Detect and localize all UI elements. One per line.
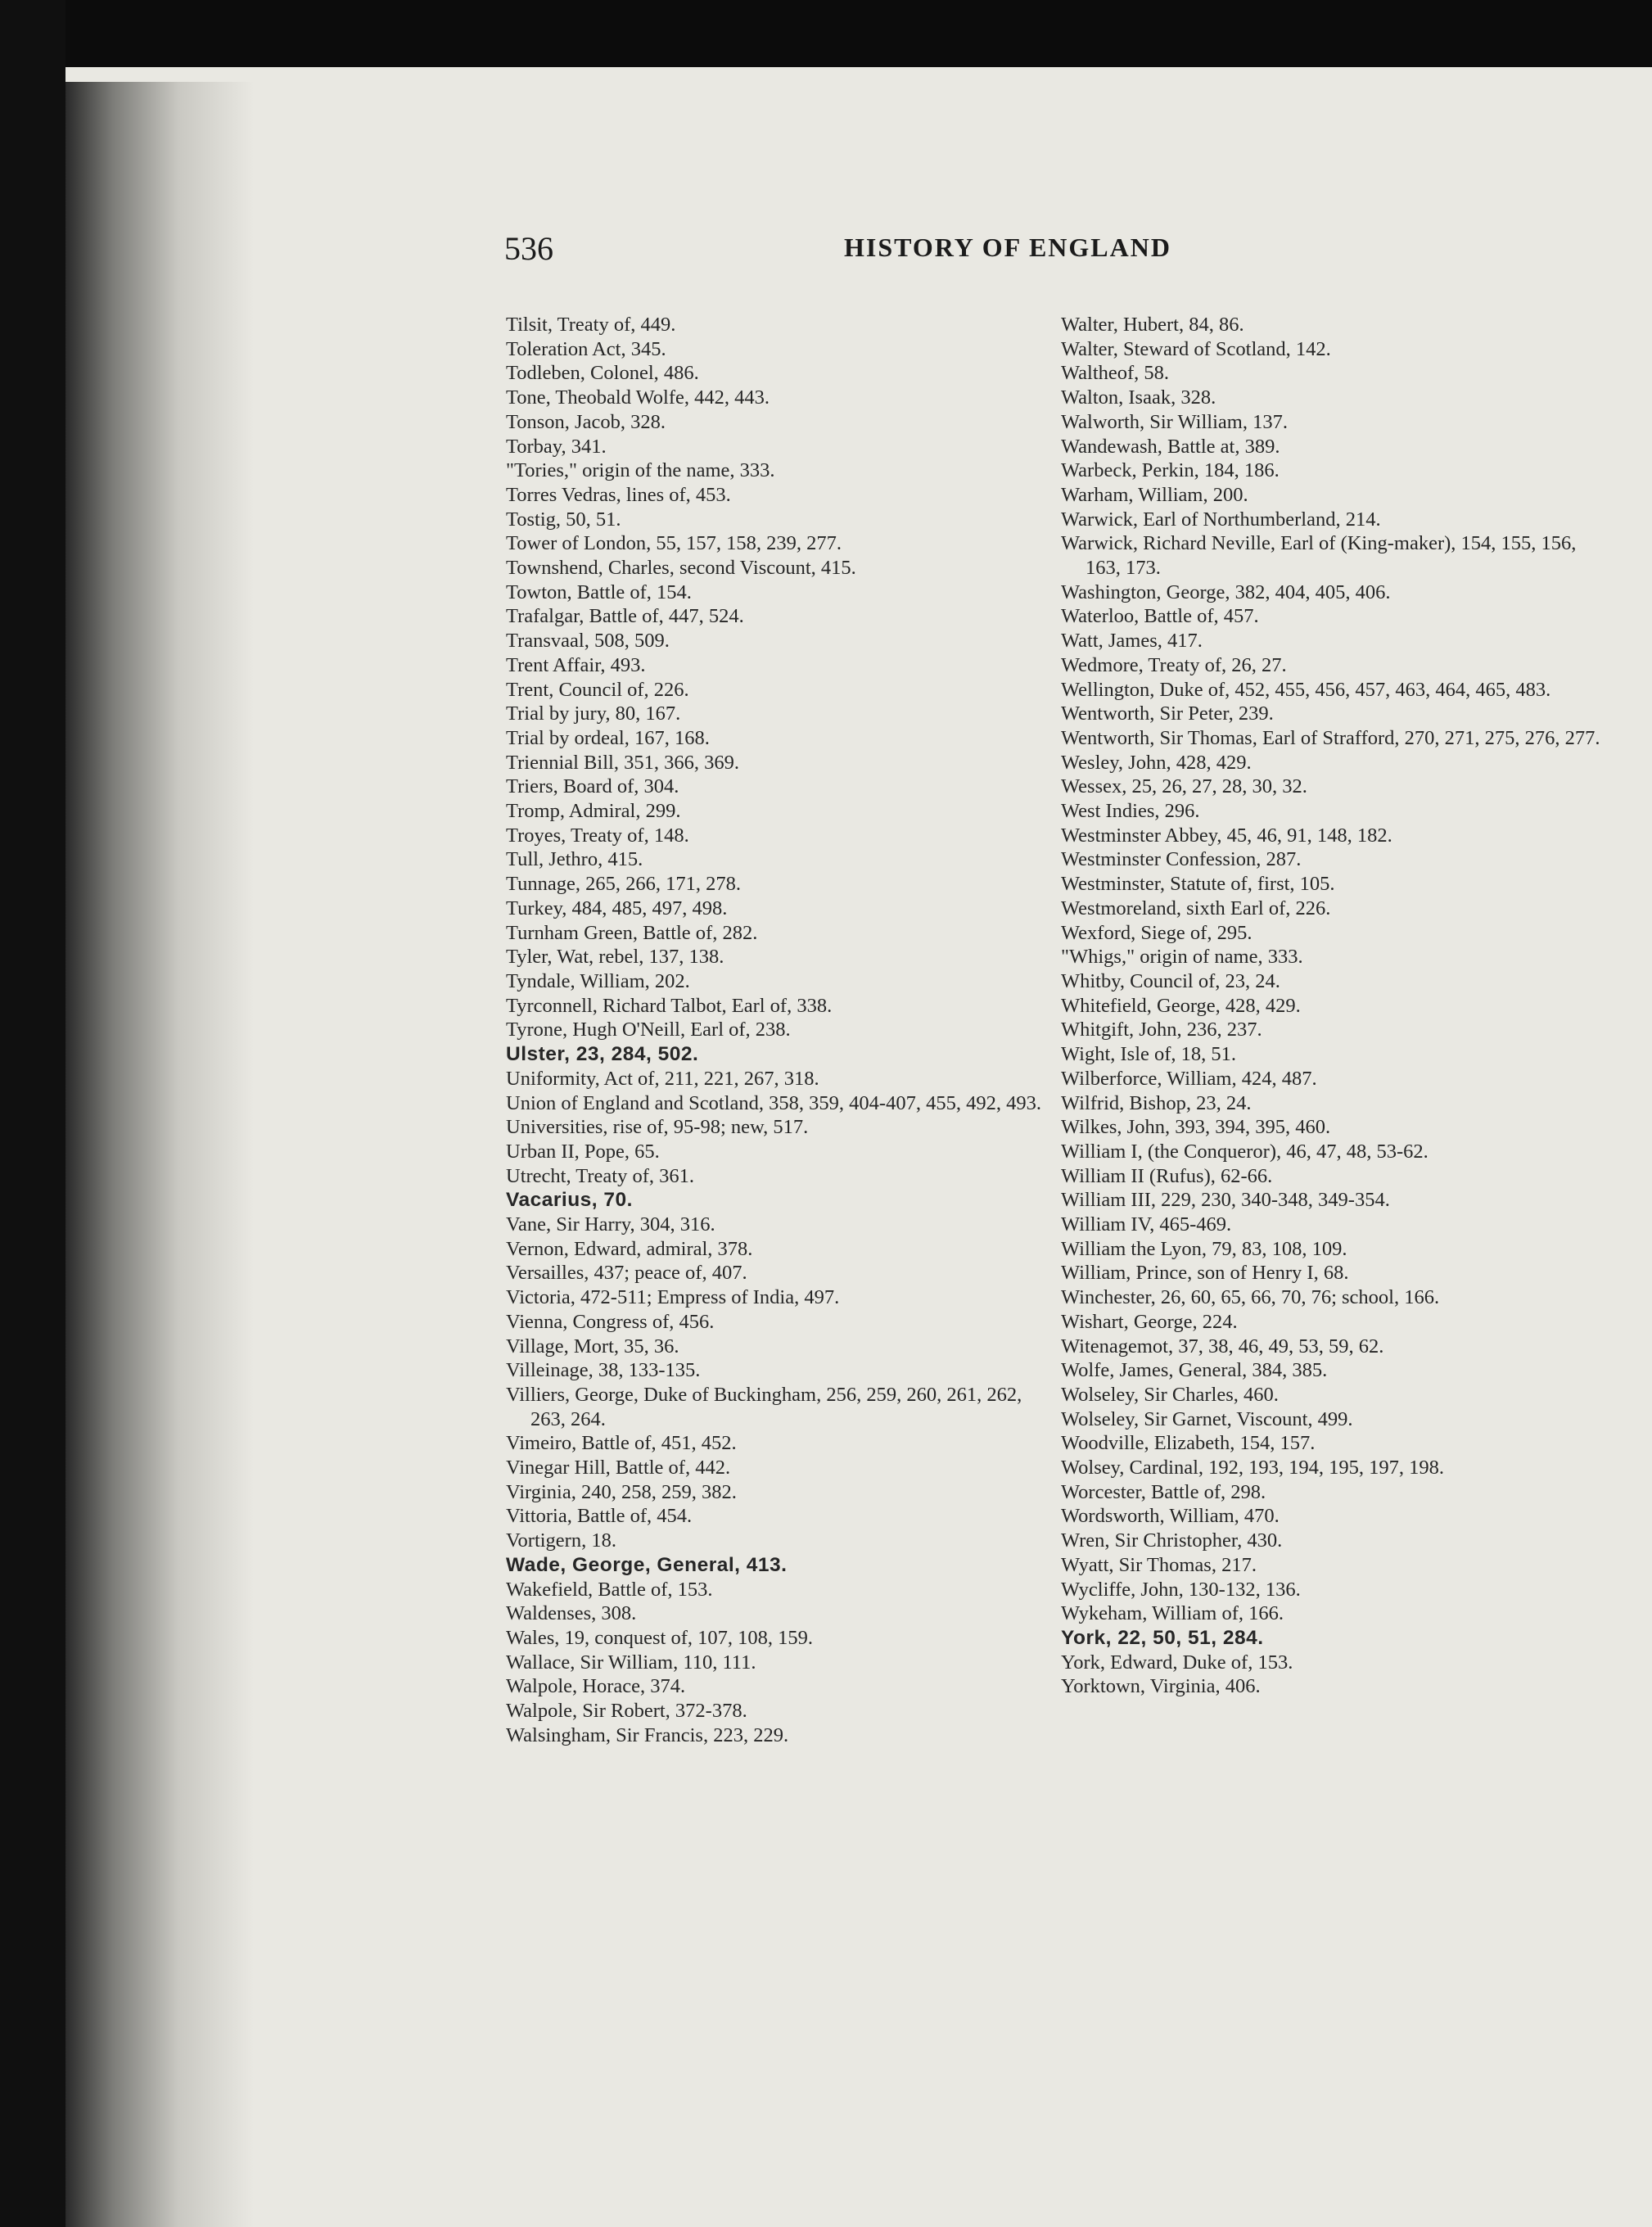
index-entry: William III, 229, 230, 340-348, 349-354.: [1061, 1189, 1390, 1212]
index-entry: Turkey, 484, 485, 497, 498.: [506, 897, 728, 919]
index-entry: Wolfe, James, General, 384, 385.: [1061, 1359, 1328, 1382]
index-entry: West Indies, 296.: [1061, 800, 1200, 823]
index-column-right: [1061, 313, 1601, 1699]
index-entry: Tyler, Wat, rebel, 137, 138.: [506, 946, 724, 969]
index-entry: Waldenses, 308.: [506, 1602, 637, 1625]
index-entry: Tonson, Jacob, 328.: [506, 410, 666, 433]
index-entry: Village, Mort, 35, 36.: [506, 1335, 679, 1357]
index-entry: Trent, Council of, 226.: [506, 678, 689, 701]
index-entry: Universities, rise of, 95-98; new, 517.: [506, 1116, 809, 1139]
index-entry: Wedmore, Treaty of, 26, 27.: [1061, 653, 1287, 676]
index-entry: Wren, Sir Christopher, 430.: [1061, 1529, 1283, 1552]
index-entry: Vane, Sir Harry, 304, 316.: [506, 1213, 715, 1236]
index-entry: William I, (the Conqueror), 46, 47, 48, 53-62.: [1061, 1140, 1429, 1163]
index-entry: Vortigern, 18.: [506, 1529, 616, 1552]
index-entry: York, Edward, Duke of, 153.: [1061, 1651, 1293, 1674]
index-entry: Vittoria, Battle of, 454.: [506, 1505, 693, 1528]
index-entry: York, 22, 50, 51, 284.: [1061, 1626, 1264, 1649]
index-entry: William the Lyon, 79, 83, 108, 109.: [1061, 1237, 1347, 1260]
index-entry: Wallace, Sir William, 110, 111.: [506, 1651, 756, 1674]
page-number: 536: [504, 230, 553, 267]
index-entry: "Whigs," origin of name, 333.: [1061, 946, 1303, 969]
index-entry: Wishart, George, 224.: [1061, 1310, 1238, 1333]
index-entry: Wesley, John, 428, 429.: [1061, 751, 1252, 774]
index-entry: Westminster, Statute of, first, 105.: [1061, 873, 1335, 896]
index-entry: Townshend, Charles, second Viscount, 415.: [506, 557, 856, 580]
index-entry: Wilberforce, William, 424, 487.: [1061, 1067, 1317, 1090]
index-entry: Tromp, Admiral, 299.: [506, 800, 681, 823]
index-entry: Wykeham, William of, 166.: [1061, 1602, 1284, 1625]
index-entry: Ulster, 23, 284, 502.: [506, 1043, 699, 1066]
index-entry: Washington, George, 382, 404, 405, 406.: [1061, 580, 1391, 603]
index-entry: Wolsey, Cardinal, 192, 193, 194, 195, 197, 198.: [1061, 1457, 1445, 1479]
index-entry: Walton, Isaak, 328.: [1061, 386, 1216, 409]
index-entry: Tunnage, 265, 266, 171, 278.: [506, 873, 741, 896]
index-entry: William II (Rufus), 62-66.: [1061, 1164, 1273, 1187]
index-entry: Vinegar Hill, Battle of, 442.: [506, 1457, 731, 1479]
index-entry: Wexford, Siege of, 295.: [1061, 921, 1253, 944]
running-title: HISTORY OF ENGLAND: [844, 233, 1171, 262]
index-entry: Tone, Theobald Wolfe, 442, 443.: [506, 386, 770, 409]
index-entry: Towton, Battle of, 154.: [506, 580, 692, 603]
index-entry: Trafalgar, Battle of, 447, 524.: [506, 605, 744, 628]
index-entry: Whitby, Council of, 23, 24.: [1061, 969, 1280, 992]
index-entry: Torbay, 341.: [506, 435, 607, 458]
scan-left-border: [0, 0, 65, 2227]
index-entry: Wessex, 25, 26, 27, 28, 30, 32.: [1061, 775, 1307, 798]
index-entry: Vacarius, 70.: [506, 1189, 633, 1212]
index-entry: Todleben, Colonel, 486.: [506, 362, 699, 385]
index-entry: Walworth, Sir William, 137.: [1061, 410, 1288, 433]
index-entry: Westminster Confession, 287.: [1061, 848, 1302, 871]
index-entry: Trial by jury, 80, 167.: [506, 702, 681, 725]
index-column-left: [506, 313, 1046, 1747]
index-entry: Toleration Act, 345.: [506, 337, 666, 360]
index-entry: Virginia, 240, 258, 259, 382.: [506, 1480, 737, 1503]
index-entry: Villiers, George, Duke of Buckingham, 256, 259, 260, 261, 262, 263, 264.: [506, 1383, 1022, 1430]
index-entry: Whitefield, George, 428, 429.: [1061, 994, 1301, 1017]
index-entry: Waterloo, Battle of, 457.: [1061, 605, 1259, 628]
index-entry: Turnham Green, Battle of, 282.: [506, 921, 758, 944]
index-entry: Wilfrid, Bishop, 23, 24.: [1061, 1091, 1252, 1114]
index-entry: Walpole, Horace, 374.: [506, 1675, 686, 1698]
index-entry: Trial by ordeal, 167, 168.: [506, 726, 710, 749]
index-entry: Whitgift, John, 236, 237.: [1061, 1019, 1262, 1041]
index-entry: Tull, Jethro, 415.: [506, 848, 643, 871]
index-entry: Walpole, Sir Robert, 372-378.: [506, 1700, 747, 1723]
index-entry: Vimeiro, Battle of, 451, 452.: [506, 1432, 737, 1455]
index-entry: Woodville, Elizabeth, 154, 157.: [1061, 1432, 1316, 1455]
index-entry: Westmoreland, sixth Earl of, 226.: [1061, 897, 1331, 919]
index-entry: Wordsworth, William, 470.: [1061, 1505, 1280, 1528]
index-entry: "Tories," origin of the name, 333.: [506, 459, 775, 482]
book-binding-shadow: [65, 82, 254, 2227]
index-entry: Transvaal, 508, 509.: [506, 630, 670, 653]
index-entry: William, Prince, son of Henry I, 68.: [1061, 1262, 1349, 1285]
index-entry: Tyrconnell, Richard Talbot, Earl of, 338.: [506, 994, 833, 1017]
index-entry: Wolseley, Sir Charles, 460.: [1061, 1383, 1279, 1406]
index-entry: Tower of London, 55, 157, 158, 239, 277.: [506, 532, 842, 555]
index-entry: Wilkes, John, 393, 394, 395, 460.: [1061, 1116, 1331, 1139]
index-entry: William IV, 465-469.: [1061, 1213, 1232, 1236]
index-entry: Wales, 19, conquest of, 107, 108, 159.: [506, 1626, 814, 1649]
index-entry: Waltheof, 58.: [1061, 362, 1170, 385]
index-entry: Wolseley, Sir Garnet, Viscount, 499.: [1061, 1407, 1353, 1430]
index-entry: Villeinage, 38, 133-135.: [506, 1359, 701, 1382]
index-entry: Tyndale, William, 202.: [506, 969, 690, 992]
index-entry: Watt, James, 417.: [1061, 630, 1203, 653]
index-entry: Trent Affair, 493.: [506, 653, 646, 676]
index-entry: Worcester, Battle of, 298.: [1061, 1480, 1266, 1503]
index-entry: Wade, George, General, 413.: [506, 1553, 788, 1576]
index-entry: Warham, William, 200.: [1061, 483, 1248, 506]
index-entry: Wentworth, Sir Thomas, Earl of Strafford, 270, 271, 275, 276, 277.: [1061, 726, 1600, 749]
index-entry: Wyatt, Sir Thomas, 217.: [1061, 1553, 1257, 1576]
index-entry: Wycliffe, John, 130-132, 136.: [1061, 1578, 1301, 1601]
index-entry: Tyrone, Hugh O'Neill, Earl of, 238.: [506, 1019, 791, 1041]
index-entry: Walter, Steward of Scotland, 142.: [1061, 337, 1331, 360]
index-entry: Tilsit, Treaty of, 449.: [506, 314, 676, 336]
index-entry: Triennial Bill, 351, 366, 369.: [506, 751, 739, 774]
index-entry: Warbeck, Perkin, 184, 186.: [1061, 459, 1280, 482]
index-entry: Uniformity, Act of, 211, 221, 267, 318.: [506, 1067, 819, 1090]
index-entry: Union of England and Scotland, 358, 359, 404-407, 455, 492, 493.: [506, 1091, 1041, 1114]
index-entry: Westminster Abbey, 45, 46, 91, 148, 182.: [1061, 824, 1392, 847]
index-entry: Winchester, 26, 60, 65, 66, 70, 76; school, 166.: [1061, 1286, 1440, 1309]
index-entry: Troyes, Treaty of, 148.: [506, 824, 689, 847]
index-entry: Tostig, 50, 51.: [506, 508, 621, 531]
index-entry: Triers, Board of, 304.: [506, 775, 679, 798]
index-entry: Vienna, Congress of, 456.: [506, 1310, 715, 1333]
page-header: [504, 229, 1634, 270]
index-entry: Wakefield, Battle of, 153.: [506, 1578, 713, 1601]
index-entry: Vernon, Edward, admiral, 378.: [506, 1237, 753, 1260]
index-entry: Victoria, 472-511; Empress of India, 497.: [506, 1286, 840, 1309]
index-entry: Wellington, Duke of, 452, 455, 456, 457, 463, 464, 465, 483.: [1061, 678, 1551, 701]
index-entry: Wandewash, Battle at, 389.: [1061, 435, 1280, 458]
index-entry: Versailles, 437; peace of, 407.: [506, 1262, 747, 1285]
index-entry: Warwick, Richard Neville, Earl of (King-maker), 154, 155, 156, 163, 173.: [1061, 532, 1577, 580]
index-entry: Walter, Hubert, 84, 86.: [1061, 314, 1244, 336]
index-entry: Urban II, Pope, 65.: [506, 1140, 660, 1163]
index-entry: Walsingham, Sir Francis, 223, 229.: [506, 1723, 789, 1746]
index-entry: Wight, Isle of, 18, 51.: [1061, 1043, 1237, 1066]
index-entry: Warwick, Earl of Northumberland, 214.: [1061, 508, 1381, 531]
scan-top-border: [0, 0, 1652, 67]
index-entry: Witenagemot, 37, 38, 46, 49, 53, 59, 62.: [1061, 1335, 1384, 1357]
index-entry: Utrecht, Treaty of, 361.: [506, 1164, 694, 1187]
index-entry: Yorktown, Virginia, 406.: [1061, 1675, 1261, 1698]
index-entry: Torres Vedras, lines of, 453.: [506, 483, 731, 506]
index-entry: Wentworth, Sir Peter, 239.: [1061, 702, 1274, 725]
